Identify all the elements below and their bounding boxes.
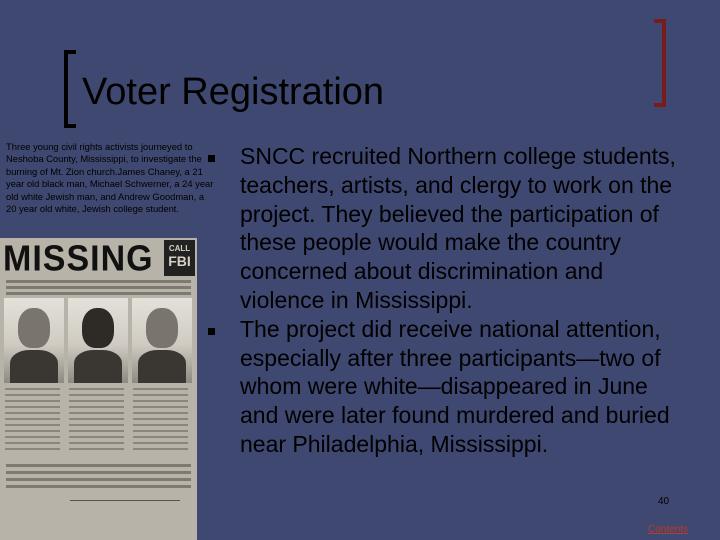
bullet-text: SNCC recruited Northern college students, teachers, artists, and clergy to work on the project. They believed the participation of these people would make the country concerned about discrimination and violence in Mississippi. — [240, 143, 676, 313]
slide-title: Voter Registration — [82, 71, 385, 113]
poster-photo-goodman — [4, 298, 64, 383]
contents-link[interactable]: Contents — [648, 524, 689, 535]
photo-caption: Three young civil rights activists journeyed to Neshoba County, Mississippi, to investigate the burning of Mt. Zion church.James Chaney, a 21 year old black man, Michael Schwerner, a 24 year old white Jewish man, and Andrew Goodman, a 20 year old white, Jewish college student. — [6, 141, 214, 215]
poster-text-line — [6, 471, 191, 474]
poster-call-fbi-badge — [164, 240, 195, 276]
bullet-item — [202, 142, 680, 315]
bullet-list — [202, 142, 680, 459]
poster-photo-schwerner — [132, 298, 192, 383]
poster-text-line — [6, 280, 191, 283]
poster-description-block — [69, 388, 124, 452]
bullet-item — [202, 315, 680, 459]
title-right-bracket — [654, 19, 666, 107]
poster-text-line — [6, 292, 191, 295]
square-bullet-icon — [208, 155, 215, 162]
missing-poster-image — [0, 238, 197, 540]
square-bullet-icon — [208, 328, 215, 335]
poster-text-line — [6, 485, 191, 488]
poster-call-label: CALL — [168, 244, 191, 253]
poster-photo-chaney — [68, 298, 128, 383]
title-left-bracket — [64, 50, 76, 128]
poster-text-line — [6, 478, 191, 481]
page-number: 40 — [658, 496, 670, 507]
poster-description-block — [5, 388, 60, 452]
poster-headline: MISSING — [3, 239, 154, 279]
bullet-text: The project did receive national attention, especially after three participants—two of whom were white—disappeared in June and were later found murdered and buried near Philadelphia, Mississippi. — [240, 315, 670, 457]
poster-text-line — [6, 286, 191, 289]
poster-text-line — [6, 464, 191, 467]
poster-fbi-label: FBI — [168, 253, 191, 269]
poster-signature-line — [70, 500, 180, 501]
poster-description-block — [133, 388, 188, 452]
